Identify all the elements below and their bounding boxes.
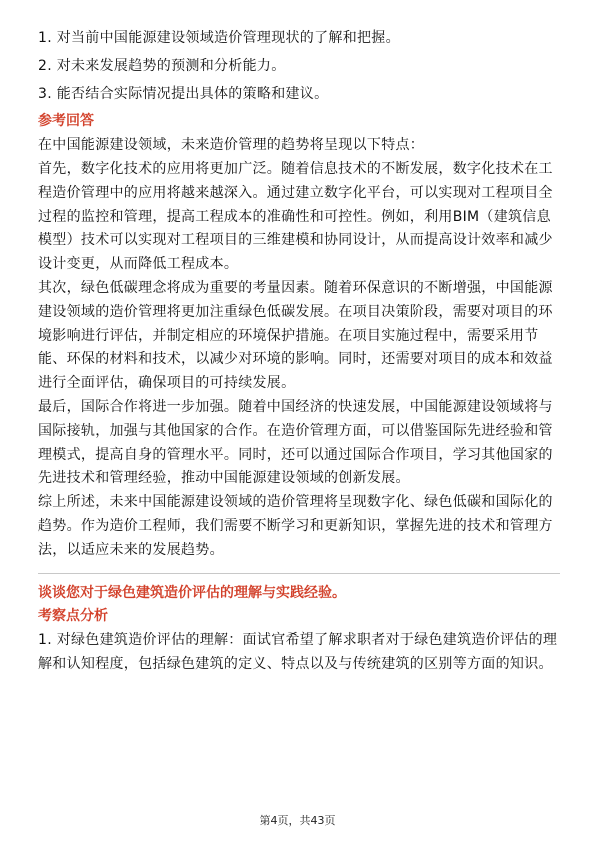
page-footer: 第4页，共43页 [259, 814, 336, 827]
answer-heading: 参考回答 [38, 113, 94, 130]
answer-line: 法，以适应未来的发展趋势。 [38, 541, 224, 558]
answer-line: 过程的监控和管理，提高工程成本的准确性和可控性。例如，利用BIM（建筑信息 [38, 208, 551, 225]
answer-line: 在中国能源建设领域，未来造价管理的趋势将呈现以下特点： [38, 137, 425, 154]
intro-point: 2. 对未来发展趋势的预测和分析能力。 [38, 57, 286, 74]
analysis-line: 1. 对绿色建筑造价评估的理解：面试官希望了解求职者对于绿色建筑造价评估的理 [38, 632, 558, 649]
page-content [38, 27, 560, 677]
analysis-body [38, 629, 560, 677]
section-divider [38, 573, 560, 574]
analysis-line: 解和认知程度，包括绿色建筑的定义、特点以及与传统建筑的区别等方面的知识。 [38, 655, 553, 672]
answer-line: 综上所述，未来中国能源建设领域的造价管理将呈现数字化、绿色低碳和国际化的 [38, 494, 553, 511]
question-title: 谈谈您对于绿色建筑造价评估的理解与实践经验。 [38, 584, 346, 601]
answer-line: 首先，数字化技术的应用将更加广泛。随着信息技术的不断发展，数字化技术在工 [38, 160, 553, 177]
answer-line: 能、环保的材料和技术，以减少对环境的影响。同时，还需要对项目的成本和效益 [38, 351, 553, 368]
answer-line: 先进技术和管理经验，推动中国能源建设领域的创新发展。 [38, 470, 410, 487]
answer-line: 境影响进行评估，并制定相应的环境保护措施。在项目实施过程中，需要采用节 [38, 327, 539, 344]
intro-points [38, 27, 560, 106]
answer-line: 趋势。作为造价工程师，我们需要不断学习和更新知识，掌握先进的技术和管理方 [38, 517, 553, 534]
answer-line: 国际接轨，加强与其他国家的合作。在造价管理方面，可以借鉴国际先进经验和管 [38, 422, 553, 439]
answer-line: 程造价管理中的应用将越来越深入。通过建立数字化平台，可以实现对工程项目全 [38, 184, 553, 201]
answer-line: 设计变更，从而降低工程成本。 [38, 256, 239, 273]
answer-line: 建设领域的造价管理将更加注重绿色低碳发展。在项目决策阶段，需要对项目的环 [38, 303, 553, 320]
answer-line: 进行全面评估，确保项目的可持续发展。 [38, 375, 296, 392]
answer-line: 模型）技术可以实现对工程项目的三维建模和协同设计，从而提高设计效率和减少 [38, 232, 553, 249]
answer-line: 理模式，提高自身的管理水平。同时，还可以通过国际合作项目，学习其他国家的 [38, 446, 553, 463]
answer-line: 最后，国际合作将进一步加强。随着中国经济的快速发展，中国能源建设领域将与 [38, 398, 553, 415]
analysis-heading: 考察点分析 [38, 608, 108, 625]
intro-point: 3. 能否结合实际情况提出具体的策略和建议。 [38, 85, 329, 102]
intro-point: 1. 对当前中国能源建设领域造价管理现状的了解和把握。 [38, 30, 400, 46]
answer-body [38, 134, 560, 562]
answer-line: 其次，绿色低碳理念将成为重要的考量因素。随着环保意识的不断增强，中国能源 [38, 279, 553, 296]
